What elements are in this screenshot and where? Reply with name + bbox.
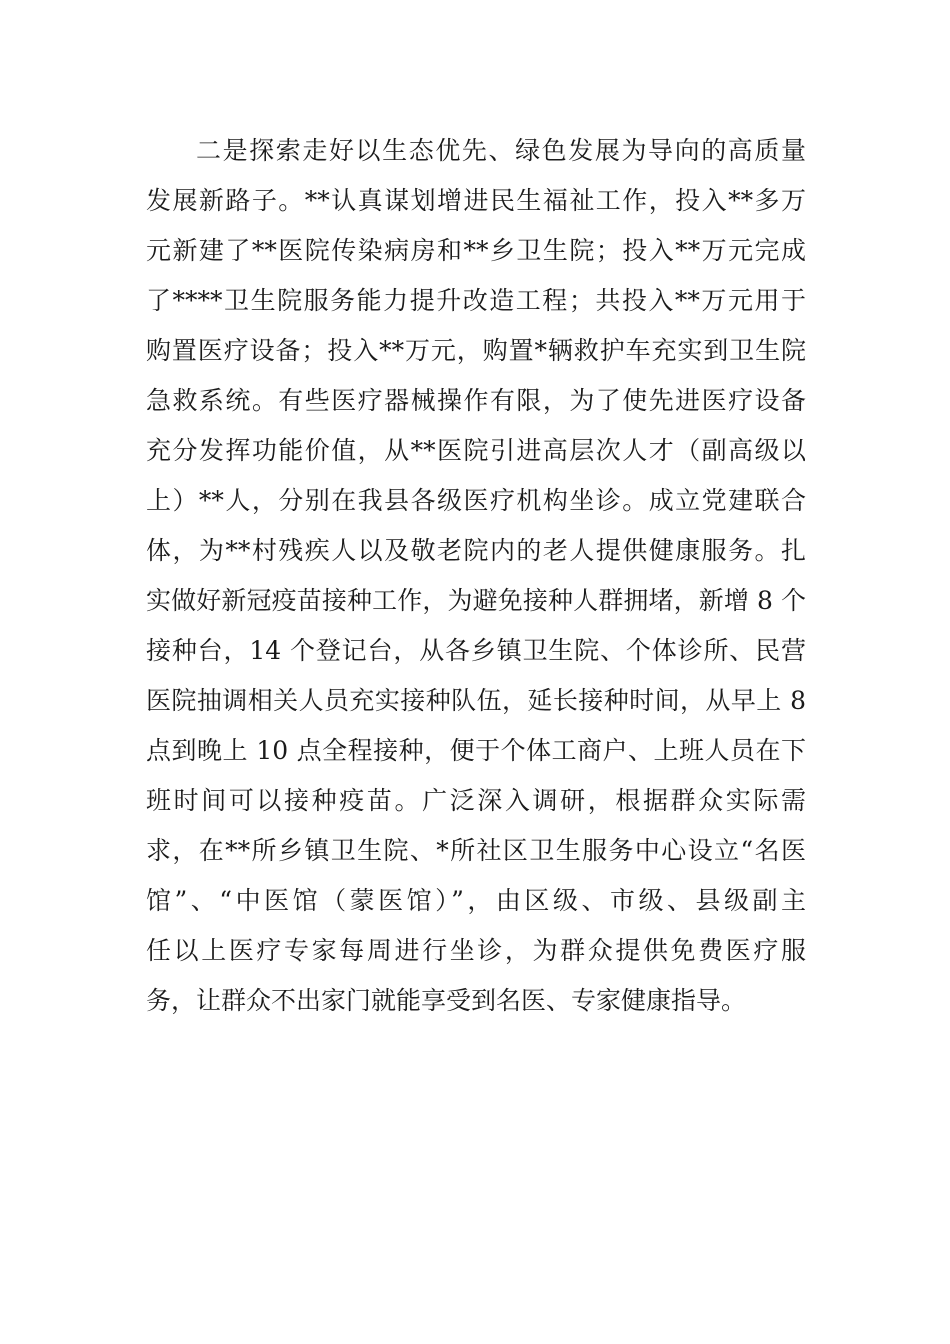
paragraph-line: 购置医疗设备；投入**万元，购置*辆救护车充实到卫生院 xyxy=(146,336,806,365)
paragraph-line: 上）**人，分别在我县各级医疗机构坐诊。成立党建联合 xyxy=(146,486,806,515)
paragraph-line: 接种台，14 个登记台，从各乡镇卫生院、个体诊所、民营 xyxy=(146,636,806,665)
paragraph-line: 充分发挥功能价值，从**医院引进高层次人才（副高级以 xyxy=(146,436,806,465)
paragraph-line: 二是探索走好以生态优先、绿色发展为导向的高质量 xyxy=(196,136,806,165)
paragraph-line: 医院抽调相关人员充实接种队伍，延长接种时间，从早上 8 xyxy=(146,686,806,715)
paragraph-line: 了****卫生院服务能力提升改造工程；共投入**万元用于 xyxy=(146,286,806,315)
paragraph-line: 务，让群众不出家门就能享受到名医、专家健康指导。 xyxy=(146,986,747,1015)
paragraph-line: 元新建了**医院传染病房和**乡卫生院；投入**万元完成 xyxy=(146,236,806,265)
paragraph-line: 发展新路子。**认真谋划增进民生福祉工作，投入**多万 xyxy=(146,186,806,215)
paragraph-line: 急救系统。有些医疗器械操作有限，为了使先进医疗设备 xyxy=(146,386,806,415)
paragraph-line: 任以上医疗专家每周进行坐诊，为群众提供免费医疗服 xyxy=(146,936,806,965)
paragraph-line: 班时间可以接种疫苗。广泛深入调研，根据群众实际需 xyxy=(146,786,806,815)
paragraph-line: 实做好新冠疫苗接种工作，为避免接种人群拥堵，新增 8 个 xyxy=(146,586,806,615)
paragraph-line: 点到晚上 10 点全程接种，便于个体工商户、上班人员在下 xyxy=(146,736,806,765)
paragraph-line: 体，为**村残疾人以及敬老院内的老人提供健康服务。扎 xyxy=(146,536,806,565)
paragraph-line: 馆”、“中医馆（蒙医馆）”，由区级、市级、县级副主 xyxy=(146,886,806,915)
body-paragraph xyxy=(146,126,806,1026)
paragraph-line: 求，在**所乡镇卫生院、*所社区卫生服务中心设立“名医 xyxy=(146,836,806,865)
